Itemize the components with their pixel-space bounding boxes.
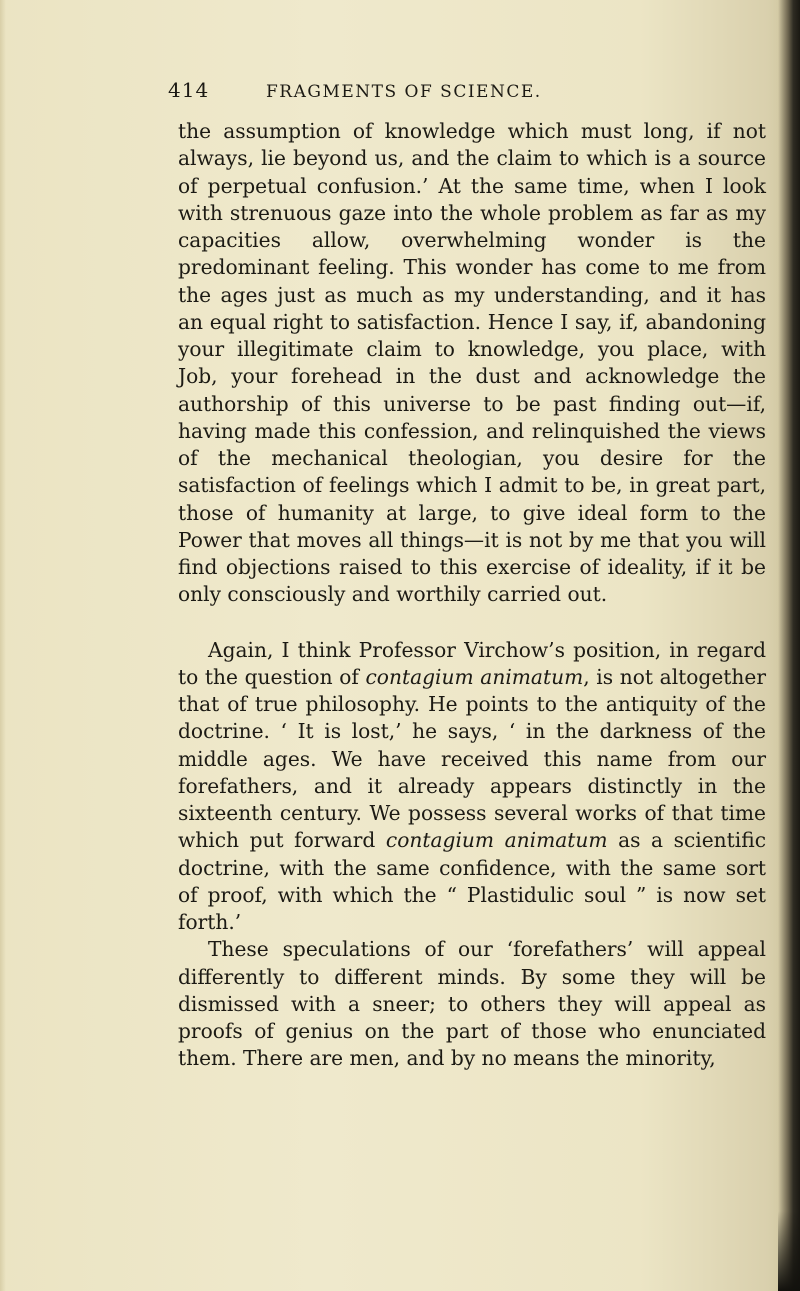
page-left-edge-shadow <box>0 0 6 1291</box>
paragraph-2-text-c: as a scientific doctrine, with the same confidence, with the same sort of proof, with which the “ Plastidulic soul ” is now set forth.’ <box>178 828 767 934</box>
paragraph-3-text: These speculations of our ‘forefathers’ will appeal differently to different minds. By some they will be dismissed with a sneer; to others they will appeal as proofs of genius on the part of those who enunciated them. There are men, and by no means the minority, <box>178 937 766 1071</box>
page-corner-shadow <box>778 1211 800 1291</box>
paragraph-1-text: the assumption of knowledge which must long, if not always, lie beyond us, and the claim to which is a source of perpetual confusion.’ At the same time, when I look with strenuous gaze into the whole problem as far as my capacities allow, overwhelming wonder is the predominant feeling. This wonder has come to me from the ages just as much as my understanding, and it has an equal right to satisfaction. Hence I say, if, abandoning your illegitimate claim to knowledge, you place, with Job, your forehead in the dust and acknowledge the authorship of this universe to be past finding out—if, having made this confession, and relinquished the views of the mechanical theologian, you desire for the satisfaction of feelings which I admit to be, in great part, those of humanity at large, to give ideal form to the Power that moves all things—it is not by me that you will find objections raised to this exercise of ideality, if it be only consciously and worthily carried out. <box>178 119 766 607</box>
body-text <box>178 118 766 1073</box>
running-title: FRAGMENTS OF SCIENCE. <box>266 82 542 102</box>
paragraph-2-text-a: Again, I think Professor Virchow’s position, in regard to the question of <box>178 637 766 689</box>
paragraph-3 <box>178 936 766 1072</box>
page-binding-shadow <box>778 0 800 1291</box>
paragraph-1 <box>178 118 766 609</box>
paragraph-2 <box>178 637 766 937</box>
paragraph-2-italic-term-1: contagium animatum <box>365 664 584 689</box>
page-header <box>168 78 668 106</box>
paragraph-2-text-b: , is not altogether that of true philosophy. He points to the antiquity of the doctrine. ‘ It is lost,’ he says, ‘ in the darkness of the middle ages. We have received this name from our forefathers, and it already appears distinctly in the sixteenth century. We possess several works of that time which put forward <box>178 664 767 853</box>
page-number: 414 <box>168 78 210 102</box>
paragraph-2-italic-term-2: contagium animatum <box>385 828 608 853</box>
